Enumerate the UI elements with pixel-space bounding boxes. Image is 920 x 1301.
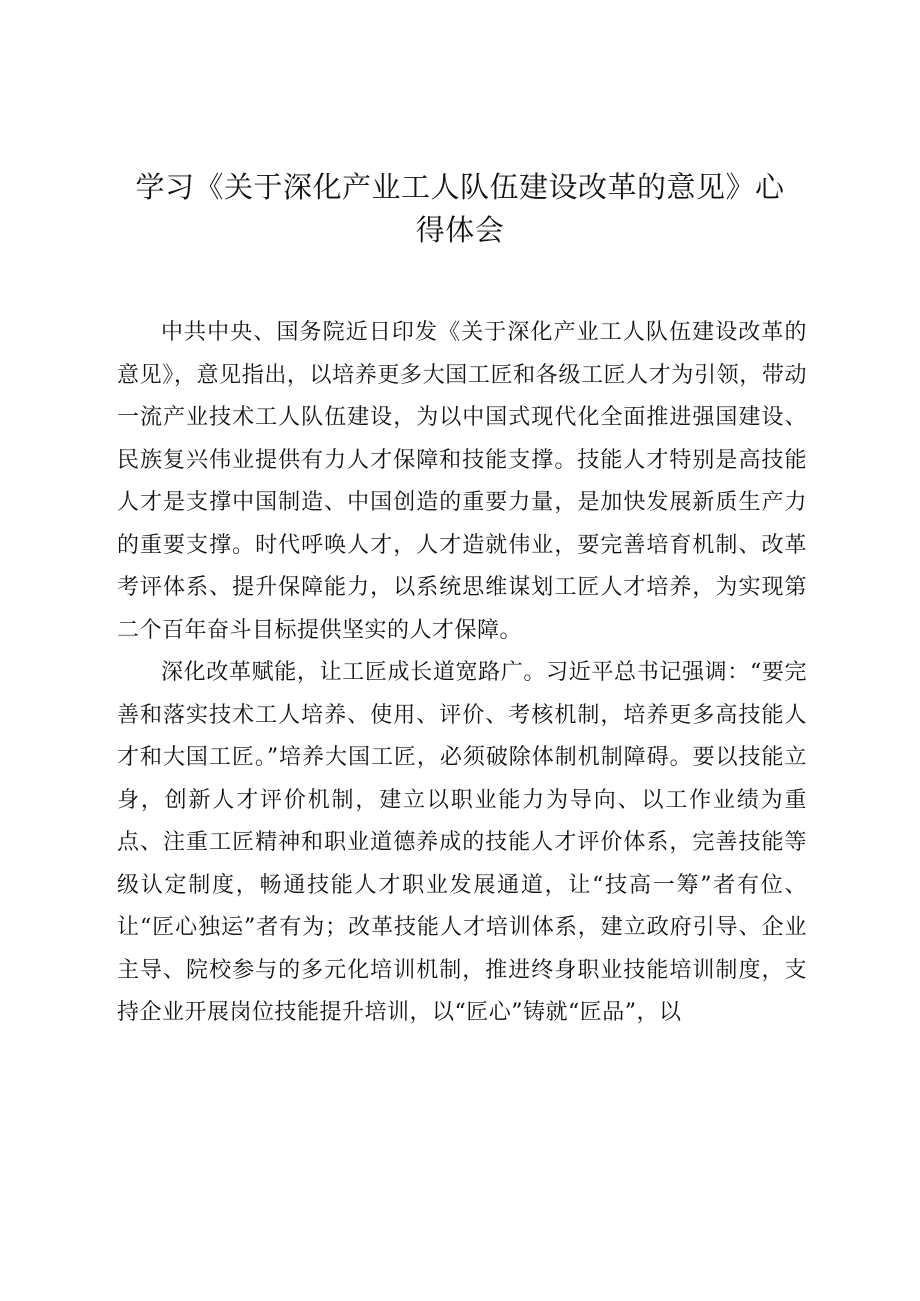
document-body <box>117 312 807 1035</box>
document-title: 学习《关于深化产业工人队伍建设改革的意见》心得体会 <box>135 170 785 247</box>
paragraph-1: 中共中央、国务院近日印发《关于深化产业工人队伍建设改革的意见》，意见指出，以培养更多大国工匠和各级工匠人才为引领，带动一流产业技术工人队伍建设，为以中国式现代化全面推进强国建设、民族复兴伟业提供有力人才保障和技能支撑。技能人才特别是高技能人才是支撑中国制造、中国创造的重要力量，是加快发展新质生产力的重要支撑。时代呼唤人才，人才造就伟业，要完善培育机制、改革考评体系、提升保障能力，以系统思维谋划工匠人才培养，为实现第二个百年奋斗目标提供坚实的人才保障。 <box>117 320 807 643</box>
paragraph-2: 深化改革赋能，让工匠成长道宽路广。习近平总书记强调：“要完善和落实技术工人培养、使用、评价、考核机制，培养更多高技能人才和大国工匠。”培养大国工匠，必须破除体制机制障碍。要以技能立身，创新人才评价机制，建立以职业能力为导向、以工作业绩为重点、注重工匠精神和职业道德养成的技能人才评价体系，完善技能等级认定制度，畅通技能人才职业发展通道，让“技高一筹”者有位、让“匠心独运”者有为；改革技能人才培训体系，建立政府引导、企业主导、院校参与的多元化培训机制，推进终身职业技能培训制度，支持企业开展岗位技能提升培训，以“匠心”铸就“匠品”，以 <box>117 660 807 1025</box>
